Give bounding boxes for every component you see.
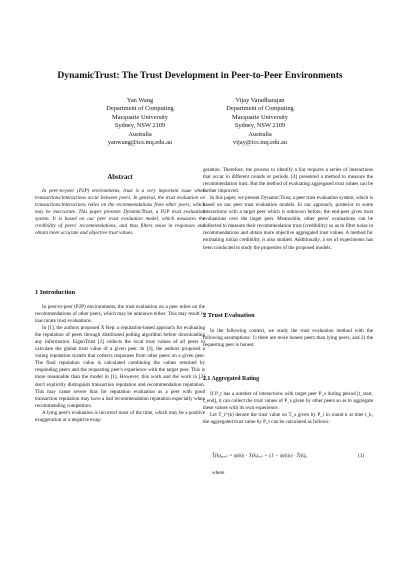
intro-paragraph-2: In [1], the authors proposed X Rep: a reputation-based approach for evaluating the reputation of peers through distributed polling algorithm before downloading any information. EigenTrust [2] collects the local trust values of all peers to calculate the global trust value of a given peer. In [3], the authors proposed a voting reputation system that collects responses from other peers on a given peer. The final reputation value is calculated combining the values returned by responding peers and the requesting peer's experience with the target peer. This is more reasonable than the model in [1]. However, this work and the work in [2] don't explicitly distinguish transaction reputation and recommendation reputation. This may cause severe bias for reputation evaluation as a peer with good transaction reputation may have a bad recommendation reputation especially when recommending competitors.: [35, 325, 205, 409]
right-paragraph-0: geration. Therefore, the process to identify a liar requires a series of interactions that occur in different rounds or periods. [4] presented a method to measure the recommendation trust. But the method of evaluating aggregated trust values can be further improved.: [203, 167, 373, 195]
abstract-heading: Abstract: [107, 174, 133, 181]
intro-paragraph-3: A lying peer's evaluation is incorrect most of the time, which may be a positive exaggeration or a negative exag-: [35, 409, 205, 423]
author-univ: Macquarie University: [112, 113, 168, 121]
subsection-2-1-paragraph-2: Let T_i^(k) denote the trust value on T_s given by P_i in round k at time t_k, the aggregated trust value by P_t can be calculated as follows:: [203, 412, 373, 426]
author-univ: Macquarie University: [232, 113, 288, 121]
author-name: Vijay Varadharajan: [235, 97, 285, 104]
section-2-heading: 2 Trust Evaluation: [203, 312, 255, 319]
author-block-1: [80, 97, 200, 147]
right-intro-text: [203, 167, 373, 252]
section-2-text: [203, 328, 373, 349]
author-city: Sydney, NSW 2109: [114, 122, 166, 130]
section-1-heading: 1 Introduction: [35, 289, 76, 296]
abstract-paragraph: In peer-to-peer (P2P) environments, trust is a very important issue when transactions/interactions occur between peers. In general, the trust evaluation on transactions/interactions relies on the recommendations from other peers, which may be inaccurate. This paper presents DynamicTrust, a P2P trust evaluation system. It is based on our peer trust evaluation model, which measures the credibility of peers' recommendations, and thus filters noise in responses and obtain more accurate and objective trust values.: [35, 188, 205, 237]
section-2-paragraph-1: In the following context, we study the trust evaluation method with the following assumptions: 1) there are more honest peers than lying peers, and 2) the requesting peer is honest.: [203, 328, 373, 349]
subsection-2-1-paragraph-1: If P_t has a number of interactions with target peer P_s during period [t_start, t_end], it can collect the trust values of P_s given by other peers so as to aggregate these values with its own experience.: [203, 391, 373, 412]
author-city: Sydney, NSW 2109: [234, 122, 286, 130]
where-label: where: [212, 470, 225, 476]
author-block-2: [200, 97, 320, 147]
author-dept: Department of Computing: [106, 105, 174, 113]
author-country: Australia: [128, 130, 152, 138]
author-email: yanwang@ics.mq.edu.au: [107, 139, 173, 147]
author-name: Yan Wang: [126, 97, 154, 104]
intro-text: [35, 304, 205, 424]
equation-1: T̂(k)ₐₑₓₚ = ψ(k)ₜ · T(k)ₑₓₚ + (1 − ψ(k)ₜ) · T̄(k)ₐ: [212, 453, 307, 459]
abstract-text: [35, 188, 205, 237]
author-country: Australia: [248, 130, 272, 138]
intro-paragraph-1: In peer-to-peer (P2P) environments, the trust evaluation on a peer relies on the recommendations of other peers, which may be unknown either. This may result in inaccurate trust evaluations.: [35, 304, 205, 325]
author-dept: Department of Computing: [226, 105, 294, 113]
paper-title: DynamicTrust: The Trust Development in Peer-to-Peer Environments: [57, 70, 343, 81]
subsection-2-1-text: [203, 391, 373, 426]
equation-number: (1): [358, 453, 365, 459]
author-email: vijay@ics.mq.edu.au: [233, 139, 287, 147]
right-paragraph-1: In this paper, we present DynamicTrust, a peer trust evaluation system, which is based on our peer trust evaluation models. In our approach, posterior to some interactions with a target peer which is unknown before, the end-peer gives trust evaluations over the target peer. Meanwhile, other peers' evaluations can be collected to measure their recommendation trust (credibility) so as to filter noise in recommendations and obtain more objective aggregated trust values. A method for estimating initial credibility is also studied. Additionally, a set of experiments has been conducted to study the properties of the proposed models.: [203, 195, 373, 251]
subsection-2-1-heading: 2.1 Aggregated Rating: [203, 376, 260, 382]
